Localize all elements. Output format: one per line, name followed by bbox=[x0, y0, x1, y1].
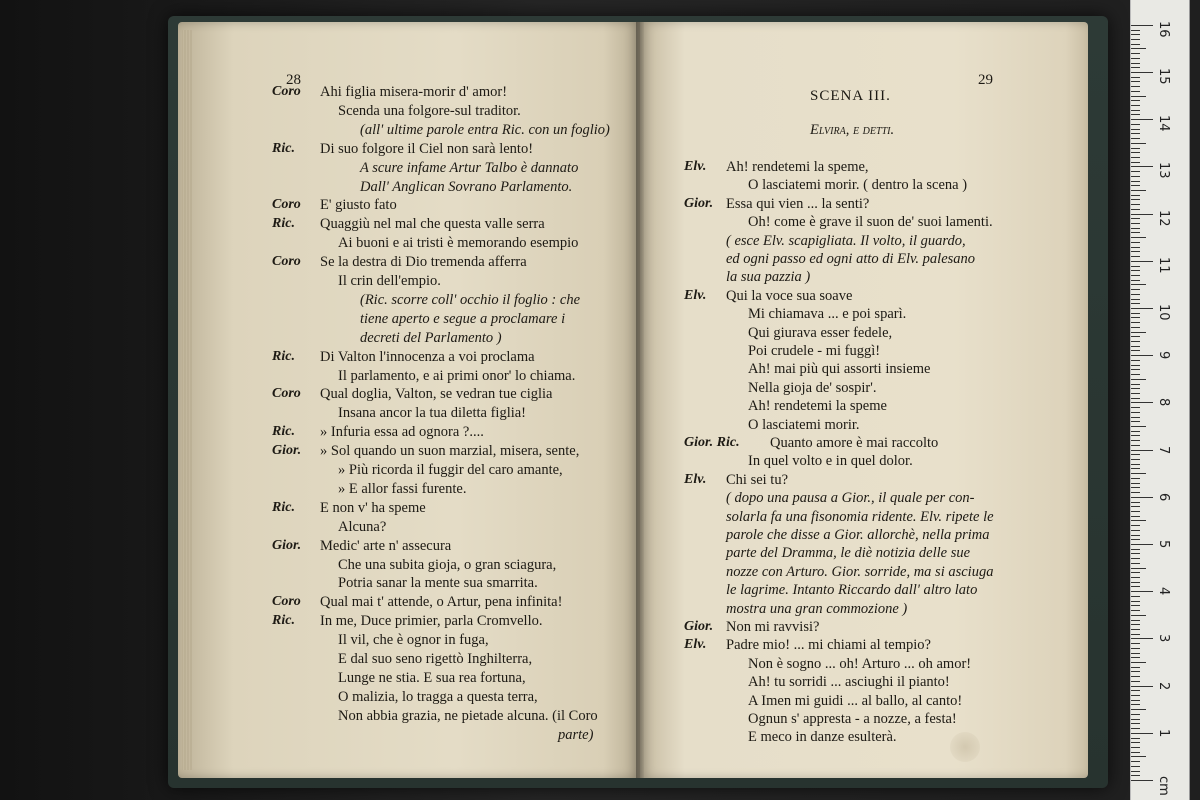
ruler-tick bbox=[1131, 695, 1140, 696]
ruler-tick bbox=[1131, 771, 1140, 772]
ruler-tick bbox=[1131, 653, 1140, 654]
ruler-tick bbox=[1131, 478, 1140, 479]
ruler-tick bbox=[1131, 332, 1146, 333]
ruler-number: 8 bbox=[1156, 398, 1171, 407]
ruler-number: 1 bbox=[1156, 728, 1171, 738]
ruler-tick bbox=[1131, 421, 1140, 422]
page-number-right: 29 bbox=[978, 72, 993, 88]
text-line: Insana ancor la tua diletta figlia! bbox=[338, 405, 527, 422]
text-line: Ah! rendetemi la speme, bbox=[726, 159, 869, 175]
ruler-tick bbox=[1131, 435, 1140, 436]
ruler-number: 15 bbox=[1156, 68, 1171, 85]
ruler-tick bbox=[1131, 91, 1140, 92]
text-line: O lasciatemi morir. bbox=[748, 416, 860, 433]
ruler-tick bbox=[1131, 558, 1140, 559]
text-line: In me, Duce primier, parla Cromvello. bbox=[320, 613, 543, 630]
ruler-tick bbox=[1131, 270, 1140, 271]
ruler-tick bbox=[1131, 483, 1140, 484]
ruler-tick bbox=[1131, 379, 1146, 380]
text-line: Il parlamento, e ai primi onor' lo chiama. bbox=[338, 367, 576, 384]
text-line: Il crin dell'empio. bbox=[338, 273, 441, 289]
ruler-tick bbox=[1131, 58, 1140, 59]
text-line: Scenda una folgore-sul traditor. bbox=[338, 102, 521, 119]
ruler-number: 4 bbox=[1156, 587, 1171, 596]
ruler-tick bbox=[1131, 454, 1140, 455]
speaker-label: Ric. bbox=[272, 216, 295, 232]
text-line: parte del Dramma, le diè notizia delle sue bbox=[726, 545, 971, 562]
ruler-tick bbox=[1131, 742, 1140, 743]
text-line: A scure infame Artur Talbo è dannato bbox=[360, 159, 579, 176]
page-edges bbox=[182, 30, 192, 770]
text-line: Dall' Anglican Sovrano Parlamento. bbox=[360, 178, 573, 195]
ruler-tick bbox=[1131, 473, 1146, 474]
ruler-tick bbox=[1131, 39, 1140, 40]
ruler-tick bbox=[1131, 577, 1140, 578]
ruler-tick bbox=[1131, 393, 1140, 394]
ruler-tick bbox=[1131, 568, 1146, 569]
ruler-number: 5 bbox=[1156, 540, 1171, 549]
text-line: Lunge ne stia. E sua rea fortuna, bbox=[338, 669, 526, 686]
ruler-tick bbox=[1131, 218, 1140, 219]
ruler-number: 6 bbox=[1156, 492, 1171, 502]
ruler-tick bbox=[1131, 365, 1140, 366]
ruler-tick bbox=[1131, 289, 1140, 290]
ruler-tick bbox=[1131, 615, 1146, 616]
text-line: mostra una gran commozione ) bbox=[726, 600, 908, 617]
ruler-tick bbox=[1131, 464, 1140, 465]
ruler-tick bbox=[1131, 176, 1140, 177]
speaker-label: Coro bbox=[272, 254, 301, 270]
ruler-tick bbox=[1131, 487, 1140, 488]
ruler-tick bbox=[1131, 223, 1140, 224]
speaker-label: Elv. bbox=[684, 637, 707, 653]
ruler-tick bbox=[1131, 572, 1140, 573]
text-line: Qual mai t' attende, o Artur, pena infinita! bbox=[320, 594, 563, 611]
ruler-tick bbox=[1131, 242, 1140, 243]
text-line: E non v' ha speme bbox=[320, 499, 426, 516]
ruler-tick bbox=[1131, 138, 1140, 139]
ruler-tick bbox=[1131, 402, 1153, 403]
ruler-number: 9 bbox=[1156, 351, 1171, 360]
ruler-tick bbox=[1131, 634, 1140, 635]
ruler-tick bbox=[1131, 601, 1140, 602]
ruler-tick bbox=[1131, 398, 1140, 399]
text-line: (Ric. scorre coll' occhio il foglio : che bbox=[360, 291, 580, 308]
text-line: Medic' arte n' assecura bbox=[320, 537, 452, 554]
book-gutter bbox=[636, 22, 644, 778]
ruler-number: 10 bbox=[1156, 304, 1171, 321]
ruler-tick bbox=[1131, 671, 1140, 672]
ruler-unit: cm bbox=[1156, 776, 1171, 796]
text-line: O lasciatemi morir. ( dentro la scena ) bbox=[748, 177, 968, 194]
ruler-tick bbox=[1131, 440, 1140, 441]
ruler-tick bbox=[1131, 247, 1140, 248]
ruler-tick bbox=[1131, 719, 1140, 720]
ruler-tick bbox=[1131, 336, 1140, 337]
ruler-tick bbox=[1131, 586, 1140, 587]
speaker-label: Ric. bbox=[272, 613, 295, 629]
ruler-tick bbox=[1131, 704, 1140, 705]
ruler-tick bbox=[1131, 72, 1153, 73]
page-number-left: 28 bbox=[286, 72, 301, 88]
speaker-label: Coro bbox=[272, 84, 301, 99]
speaker-label: Coro bbox=[272, 594, 301, 610]
text-line: Oh! come è grave il suon de' suoi lamenti. bbox=[748, 214, 993, 231]
scene-title: SCENA III. bbox=[810, 88, 891, 104]
ruler-tick bbox=[1131, 327, 1140, 328]
ruler-number: 11 bbox=[1156, 256, 1171, 274]
text-line: Il vil, che è ognor in fuga, bbox=[338, 632, 489, 649]
ruler-number: 13 bbox=[1156, 162, 1171, 179]
text-line: Non è sogno ... oh! Arturo ... oh amor! bbox=[748, 655, 972, 672]
ruler-tick bbox=[1131, 549, 1140, 550]
ruler-tick bbox=[1131, 591, 1153, 592]
ruler-tick bbox=[1131, 388, 1140, 389]
text-line: tiene aperto e segue a proclamare i bbox=[360, 310, 566, 327]
text-line: Che una subita gioja, o gran sciagura, bbox=[338, 556, 557, 573]
text-line: Non mi ravvisi? bbox=[726, 619, 820, 635]
ruler-tick bbox=[1131, 525, 1140, 526]
ruler-tick bbox=[1131, 723, 1140, 724]
ruler-tick bbox=[1131, 497, 1153, 498]
text-line: » Più ricorda il fuggir del caro amante, bbox=[338, 462, 563, 478]
text-line: parte) bbox=[558, 726, 594, 743]
ruler-tick bbox=[1131, 48, 1146, 49]
ruler-tick bbox=[1131, 738, 1140, 739]
ruler-tick bbox=[1131, 506, 1140, 507]
ruler-tick bbox=[1131, 450, 1153, 451]
ruler-tick bbox=[1131, 733, 1153, 734]
ruler-tick bbox=[1131, 374, 1140, 375]
ruler-tick bbox=[1131, 251, 1140, 252]
ruler-tick bbox=[1131, 148, 1140, 149]
speaker-label: Ric. bbox=[272, 140, 295, 156]
ruler-tick bbox=[1131, 502, 1140, 503]
ruler-tick bbox=[1131, 256, 1140, 257]
text-line: Essa qui vien ... la senti? bbox=[726, 195, 870, 212]
ruler-tick bbox=[1131, 681, 1140, 682]
text-line: Potria sanar la mente sua smarrita. bbox=[338, 575, 538, 592]
text-line: ( dopo una pausa a Gior., il quale per con- bbox=[726, 490, 975, 507]
text-line: Padre mio! ... mi chiami al tempio? bbox=[726, 637, 931, 654]
ruler-tick bbox=[1131, 648, 1140, 649]
speaker-label: Ric. bbox=[272, 348, 295, 364]
text-line: E meco in danze esulterà. bbox=[748, 729, 897, 746]
ruler-tick bbox=[1131, 308, 1153, 309]
ruler-tick bbox=[1131, 53, 1140, 54]
ruler-tick bbox=[1131, 468, 1140, 469]
ruler-tick bbox=[1131, 426, 1146, 427]
text-line: Qui la voce sua soave bbox=[726, 287, 853, 304]
ruler-tick bbox=[1131, 700, 1140, 701]
text-line: nozze con Arturo. Gior. sorride, ma si asciuga bbox=[726, 563, 994, 580]
speaker-label: Gior. bbox=[684, 619, 714, 634]
ruler-tick bbox=[1131, 690, 1140, 691]
text-line: A Imen mi guidi ... al ballo, al canto! bbox=[748, 692, 963, 709]
ruler-tick bbox=[1131, 761, 1140, 762]
ruler-number: 3 bbox=[1156, 634, 1171, 643]
ruler-tick bbox=[1131, 407, 1140, 408]
text-line: Non abbia grazia, ne pietade alcuna. (il Coro bbox=[338, 707, 598, 724]
ruler-tick bbox=[1131, 553, 1140, 554]
ruler-tick bbox=[1131, 275, 1140, 276]
text-line: In quel volto e in quel dolor. bbox=[748, 453, 913, 470]
ruler-tick bbox=[1131, 620, 1140, 621]
ruler-tick bbox=[1131, 34, 1140, 35]
ruler-tick bbox=[1131, 535, 1140, 536]
ruler-tick bbox=[1131, 209, 1140, 210]
text-line: E dal suo seno rigettò Inghilterra, bbox=[338, 651, 533, 667]
ruler-tick bbox=[1131, 190, 1146, 191]
ruler-tick bbox=[1131, 582, 1140, 583]
ruler-tick bbox=[1131, 171, 1140, 172]
speaker-label: Gior. bbox=[684, 195, 714, 211]
ruler-tick bbox=[1131, 157, 1140, 158]
text-line: Ai buoni e ai tristi è memorando esempio bbox=[338, 235, 579, 252]
text-line: la sua pazzia ) bbox=[726, 269, 811, 286]
text-line: Chi sei tu? bbox=[726, 471, 789, 488]
ruler-tick bbox=[1131, 766, 1140, 767]
text-line: O malizia, lo tragga a questa terra, bbox=[338, 688, 538, 705]
speaker-label: Gior. Ric. bbox=[684, 435, 740, 450]
ruler-tick bbox=[1131, 266, 1140, 267]
text-line: Ah! rendetemi la speme bbox=[748, 398, 887, 415]
ruler-tick bbox=[1131, 752, 1140, 753]
ruler-tick bbox=[1131, 96, 1146, 97]
ruler-tick bbox=[1131, 110, 1140, 111]
ruler-tick bbox=[1131, 756, 1146, 757]
speaker-label: Ric. bbox=[272, 499, 295, 515]
ruler-tick bbox=[1131, 303, 1140, 304]
ruler-number: 12 bbox=[1156, 209, 1171, 227]
speaker-label: Coro bbox=[272, 197, 301, 213]
text-line: » E allor fassi furente. bbox=[338, 480, 467, 497]
text-line: Mi chiamava ... e poi sparì. bbox=[748, 306, 907, 323]
ruler-tick bbox=[1131, 119, 1153, 120]
text-line: Ah! mai più qui assorti insieme bbox=[748, 361, 931, 378]
ruler-tick bbox=[1131, 67, 1140, 68]
ruler-tick bbox=[1131, 77, 1140, 78]
text-line: (all' ultime parole entra Ric. con un foglio) bbox=[360, 121, 610, 138]
ruler-tick bbox=[1131, 629, 1140, 630]
ruler-tick bbox=[1131, 181, 1140, 182]
ruler-tick bbox=[1131, 322, 1140, 323]
ruler-tick bbox=[1131, 610, 1140, 611]
ruler-tick bbox=[1131, 100, 1140, 101]
ruler-tick bbox=[1131, 662, 1146, 663]
ruler-tick bbox=[1131, 86, 1140, 87]
ruler-tick bbox=[1131, 657, 1140, 658]
text-line: Di suo folgore il Ciel non sarà lento! bbox=[320, 140, 534, 157]
ruler-tick bbox=[1131, 114, 1140, 115]
ruler-tick bbox=[1131, 355, 1153, 356]
ruler-tick bbox=[1131, 511, 1140, 512]
text-line: decreti del Parlamento ) bbox=[360, 329, 502, 346]
ruler-tick bbox=[1131, 214, 1153, 215]
speaker-label: Ric. bbox=[272, 424, 295, 440]
paper-stain bbox=[950, 732, 980, 762]
speaker-label: Elv. bbox=[684, 159, 707, 174]
ruler-tick bbox=[1131, 299, 1140, 300]
ruler-tick bbox=[1131, 350, 1140, 351]
speaker-label: Gior. bbox=[272, 537, 302, 553]
text-line: ( esce Elv. scapigliata. Il volto, il guardo, bbox=[726, 232, 966, 249]
scene-characters: Elvira, e detti. bbox=[810, 122, 895, 138]
text-line: E' giusto fato bbox=[320, 197, 397, 214]
ruler-tick bbox=[1131, 166, 1153, 167]
ruler-number: 14 bbox=[1156, 115, 1171, 132]
right-page bbox=[640, 22, 1088, 778]
ruler-tick bbox=[1131, 596, 1140, 597]
ruler-tick bbox=[1131, 162, 1140, 163]
ruler-tick bbox=[1131, 516, 1140, 517]
ruler-tick bbox=[1131, 539, 1140, 540]
ruler-tick bbox=[1131, 81, 1140, 82]
ruler-tick bbox=[1131, 459, 1140, 460]
ruler-tick bbox=[1131, 643, 1140, 644]
text-line: Quanto amore è mai raccolto bbox=[770, 435, 939, 451]
text-line: Se la destra di Dio tremenda afferra bbox=[320, 254, 527, 271]
ruler-tick bbox=[1131, 563, 1140, 564]
ruler-tick bbox=[1131, 133, 1140, 134]
measuring-ruler bbox=[1130, 0, 1190, 800]
text-line: Poi crudele - mi fuggì! bbox=[748, 343, 881, 359]
ruler-tick bbox=[1131, 105, 1140, 106]
ruler-tick bbox=[1131, 714, 1140, 715]
ruler-tick bbox=[1131, 417, 1140, 418]
text-line: Quaggiù nel mal che questa valle serra bbox=[320, 216, 545, 233]
ruler-tick bbox=[1131, 341, 1140, 342]
text-line: solarla fa una fisonomia ridente. Elv. ripete le bbox=[726, 508, 994, 525]
ruler-tick bbox=[1131, 232, 1140, 233]
ruler-tick bbox=[1131, 63, 1140, 64]
ruler-tick bbox=[1131, 520, 1146, 521]
ruler-tick bbox=[1131, 360, 1140, 361]
ruler-tick bbox=[1131, 686, 1153, 687]
ruler-tick bbox=[1131, 676, 1140, 677]
ruler-tick bbox=[1131, 313, 1140, 314]
left-page bbox=[178, 22, 640, 778]
text-line: Qui giurava esser fedele, bbox=[748, 324, 893, 341]
ruler-tick bbox=[1131, 237, 1146, 238]
text-line: parole che disse a Gior. allorchè, nella prima bbox=[726, 527, 990, 543]
ruler-tick bbox=[1131, 544, 1153, 545]
ruler-tick bbox=[1131, 728, 1140, 729]
ruler-tick bbox=[1131, 384, 1140, 385]
text-line: Ognun s' appresta - a nozze, a festa! bbox=[748, 711, 957, 727]
ruler-tick bbox=[1131, 605, 1140, 606]
ruler-tick bbox=[1131, 369, 1140, 370]
speaker-label: Elv. bbox=[684, 471, 707, 487]
ruler-tick bbox=[1131, 624, 1140, 625]
ruler-tick bbox=[1131, 445, 1140, 446]
ruler-tick bbox=[1131, 152, 1140, 153]
ruler-tick bbox=[1131, 775, 1140, 776]
ruler-tick bbox=[1131, 185, 1140, 186]
text-line: Di Valton l'innocenza a voi proclama bbox=[320, 348, 535, 365]
ruler-tick bbox=[1131, 25, 1153, 26]
ruler-tick bbox=[1131, 530, 1140, 531]
ruler-tick bbox=[1131, 294, 1140, 295]
ruler-number: 7 bbox=[1156, 445, 1171, 454]
ruler-tick bbox=[1131, 30, 1140, 31]
ruler-tick bbox=[1131, 431, 1140, 432]
text-line: » Infuria essa ad ognora ?.... bbox=[320, 424, 484, 441]
speaker-label: Gior. bbox=[272, 443, 302, 459]
speaker-label: Elv. bbox=[684, 287, 707, 303]
ruler-tick bbox=[1131, 199, 1140, 200]
ruler-tick bbox=[1131, 284, 1146, 285]
ruler-tick bbox=[1131, 228, 1140, 229]
text-line: Alcuna? bbox=[338, 518, 387, 535]
ruler-tick bbox=[1131, 195, 1140, 196]
ruler-tick bbox=[1131, 44, 1140, 45]
ruler-tick bbox=[1131, 317, 1140, 318]
ruler-tick bbox=[1131, 780, 1153, 781]
text-line: le lagrime. Intanto Riccardo dall' altro lato bbox=[726, 582, 978, 599]
ruler-tick bbox=[1131, 124, 1140, 125]
text-line: Ahi figlia misera-morir d' amor! bbox=[320, 84, 508, 100]
speaker-label: Coro bbox=[272, 386, 301, 402]
text-line: » Sol quando un suon marzial, misera, sente, bbox=[320, 443, 580, 460]
text-line: Ah! tu sorridi ... asciughi il pianto! bbox=[748, 674, 950, 691]
ruler-tick bbox=[1131, 709, 1146, 710]
ruler-tick bbox=[1131, 346, 1140, 347]
ruler-tick bbox=[1131, 129, 1140, 130]
text-line: Qual doglia, Valton, se vedran tue ciglia bbox=[320, 386, 553, 403]
ruler-number: 16 bbox=[1156, 20, 1171, 38]
ruler-tick bbox=[1131, 747, 1140, 748]
ruler-tick bbox=[1131, 412, 1140, 413]
text-line: Nella gioja de' sospir'. bbox=[748, 379, 877, 396]
ruler-tick bbox=[1131, 667, 1140, 668]
ruler-tick bbox=[1131, 143, 1146, 144]
ruler-tick bbox=[1131, 261, 1153, 262]
text-line: ed ogni passo ed ogni atto di Elv. palesano bbox=[726, 251, 976, 267]
ruler-tick bbox=[1131, 280, 1140, 281]
ruler-tick bbox=[1131, 638, 1153, 639]
ruler-tick bbox=[1131, 204, 1140, 205]
ruler-tick bbox=[1131, 492, 1140, 493]
ruler-number: 2 bbox=[1156, 681, 1171, 690]
